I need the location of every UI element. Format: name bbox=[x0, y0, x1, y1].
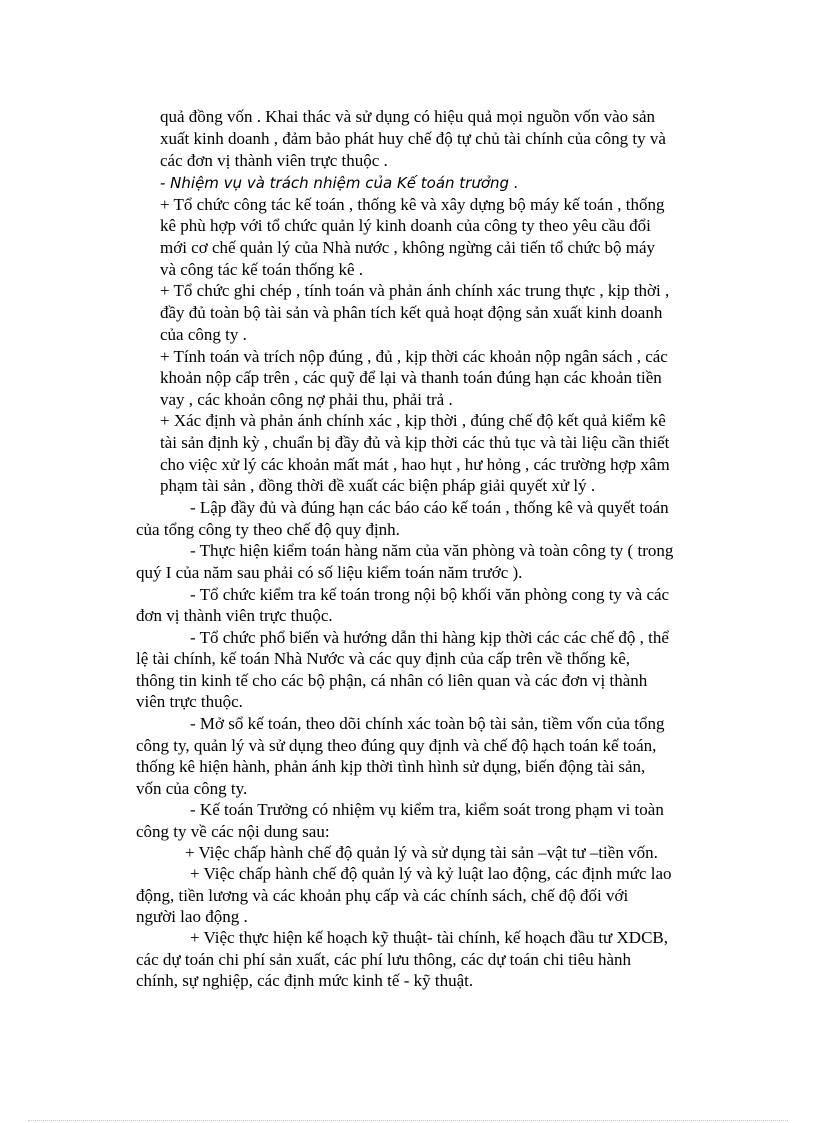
paragraph-line: công ty, quản lý và sử dụng theo đúng quy định và chế độ hạch toán kế toán, bbox=[136, 736, 657, 755]
paragraph-line: người lao động . bbox=[136, 907, 248, 926]
paragraph-line: tài sản định kỳ , chuẩn bị đầy đủ và kịp thời các thủ tục và tài liệu cần thiết bbox=[160, 433, 670, 452]
paragraph-line: + Tổ chức công tác kế toán , thống kê và xây dựng bộ máy kế toán , thống bbox=[160, 195, 665, 214]
paragraph-line: + Tổ chức ghi chép , tính toán và phản ánh chính xác trung thực , kịp thời , bbox=[160, 281, 670, 300]
paragraph-line: mới cơ chế quản lý của Nhà nước , không ngừng cải tiến tổ chức bộ máy bbox=[160, 238, 656, 257]
paragraph-line: của tổng công ty theo chế độ quy định. bbox=[136, 520, 400, 539]
paragraph-line: của công ty . bbox=[160, 325, 247, 344]
paragraph-line: chính, sự nghiệp, các định mức kinh tế - kỹ thuật. bbox=[136, 971, 474, 990]
paragraph-line: động, tiền lương và các khoản phụ cấp và các chính sách, chế độ đối với bbox=[136, 886, 629, 905]
paragraph-line: cho việc xử lý các khoản mất mát , hao hụt , hư hỏng , các trường hợp xâm bbox=[160, 455, 670, 474]
paragraph-line: vốn của công ty. bbox=[136, 779, 248, 798]
paragraph-line: phạm tài sản , đồng thời đề xuất các biện pháp giải quyết xử lý . bbox=[160, 476, 596, 495]
paragraph-line: kê phù hợp với tổ chức quản lý kinh doanh của công ty theo yêu cầu đổi bbox=[160, 216, 651, 235]
paragraph-line: + Xác định và phản ánh chính xác , kịp thời , đúng chế độ kết quả kiểm kê bbox=[160, 411, 666, 430]
paragraph-line: - Kế toán Trưởng có nhiệm vụ kiểm tra, kiểm soát trong phạm vi toàn bbox=[190, 800, 664, 819]
paragraph-line: + Việc chấp hành chế độ quản lý và sử dụng tài sản –vật tư –tiền vốn. bbox=[185, 843, 658, 862]
paragraph-line: - Tổ chức kiểm tra kế toán trong nội bộ khối văn phòng cong ty và các bbox=[190, 585, 670, 604]
paragraph-line: thông tin kinh tế cho các bộ phận, cá nhân có liên quan và các đơn vị thành bbox=[136, 671, 648, 690]
paragraph-line: quả đồng vốn . Khai thác và sử dụng có hiệu quả mọi nguồn vốn vào sản bbox=[160, 107, 656, 126]
paragraph-line: quý I của năm sau phải có số liệu kiểm toán năm trước ). bbox=[136, 563, 523, 582]
paragraph-line: các dự toán chi phí sản xuất, các phí lưu thông, các dự toán chi tiêu hành bbox=[136, 950, 631, 969]
paragraph-line: + Tính toán và trích nộp đúng , đủ , kịp thời các khoản nộp ngân sách , các bbox=[160, 347, 668, 366]
section-heading: - Nhiệm vụ và trách nhiệm của Kế toán trưởng . bbox=[160, 174, 519, 192]
paragraph-line: lệ tài chính, kế toán Nhà Nước và các quy định của cấp trên về thống kê, bbox=[136, 649, 631, 668]
paragraph-line: - Tổ chức phổ biến và hướng dẫn thi hàng kịp thời các các chế độ , thể bbox=[190, 628, 669, 647]
paragraph-line: các đơn vị thành viên trực thuộc . bbox=[160, 151, 388, 170]
paragraph-line: khoản nộp cấp trên , các quỹ để lại và thanh toán đúng hạn các khoản tiền bbox=[160, 368, 662, 387]
paragraph-line: - Lập đầy đủ và đúng hạn các báo cáo kế toán , thống kê và quyết toán bbox=[190, 498, 669, 517]
page-bottom-divider bbox=[28, 1120, 788, 1121]
paragraph-line: thống kê hiện hành, phản ánh kịp thời tình hình sử dụng, biến động tài sản, bbox=[136, 757, 646, 776]
paragraph-line: đơn vị thành viên trực thuộc. bbox=[136, 606, 333, 625]
paragraph-line: - Thực hiện kiểm toán hàng năm của văn phòng và toàn công ty ( trong bbox=[190, 541, 674, 560]
paragraph-line: viên trực thuộc. bbox=[136, 692, 243, 711]
paragraph-line: đầy đủ toàn bộ tài sản và phân tích kết quả hoạt động sản xuất kinh doanh bbox=[160, 303, 663, 322]
paragraph-line: + Việc thực hiện kế hoạch kỹ thuật- tài chính, kế hoạch đầu tư XDCB, bbox=[190, 928, 669, 947]
paragraph-line: + Việc chấp hành chế độ quản lý và kỷ luật lao động, các định mức lao bbox=[190, 864, 672, 883]
paragraph-line: và công tác kế toán thống kê . bbox=[160, 260, 363, 279]
paragraph-line: vay , các khoản công nợ phải thu, phải trả . bbox=[160, 390, 453, 409]
paragraph-line: xuất kinh doanh , đảm bảo phát huy chế độ tự chủ tài chính của công ty và bbox=[160, 129, 666, 148]
paragraph-line: công ty về các nội dung sau: bbox=[136, 822, 330, 841]
paragraph-line: - Mở sổ kế toán, theo dõi chính xác toàn bộ tài sản, tiềm vốn của tổng bbox=[190, 714, 665, 733]
